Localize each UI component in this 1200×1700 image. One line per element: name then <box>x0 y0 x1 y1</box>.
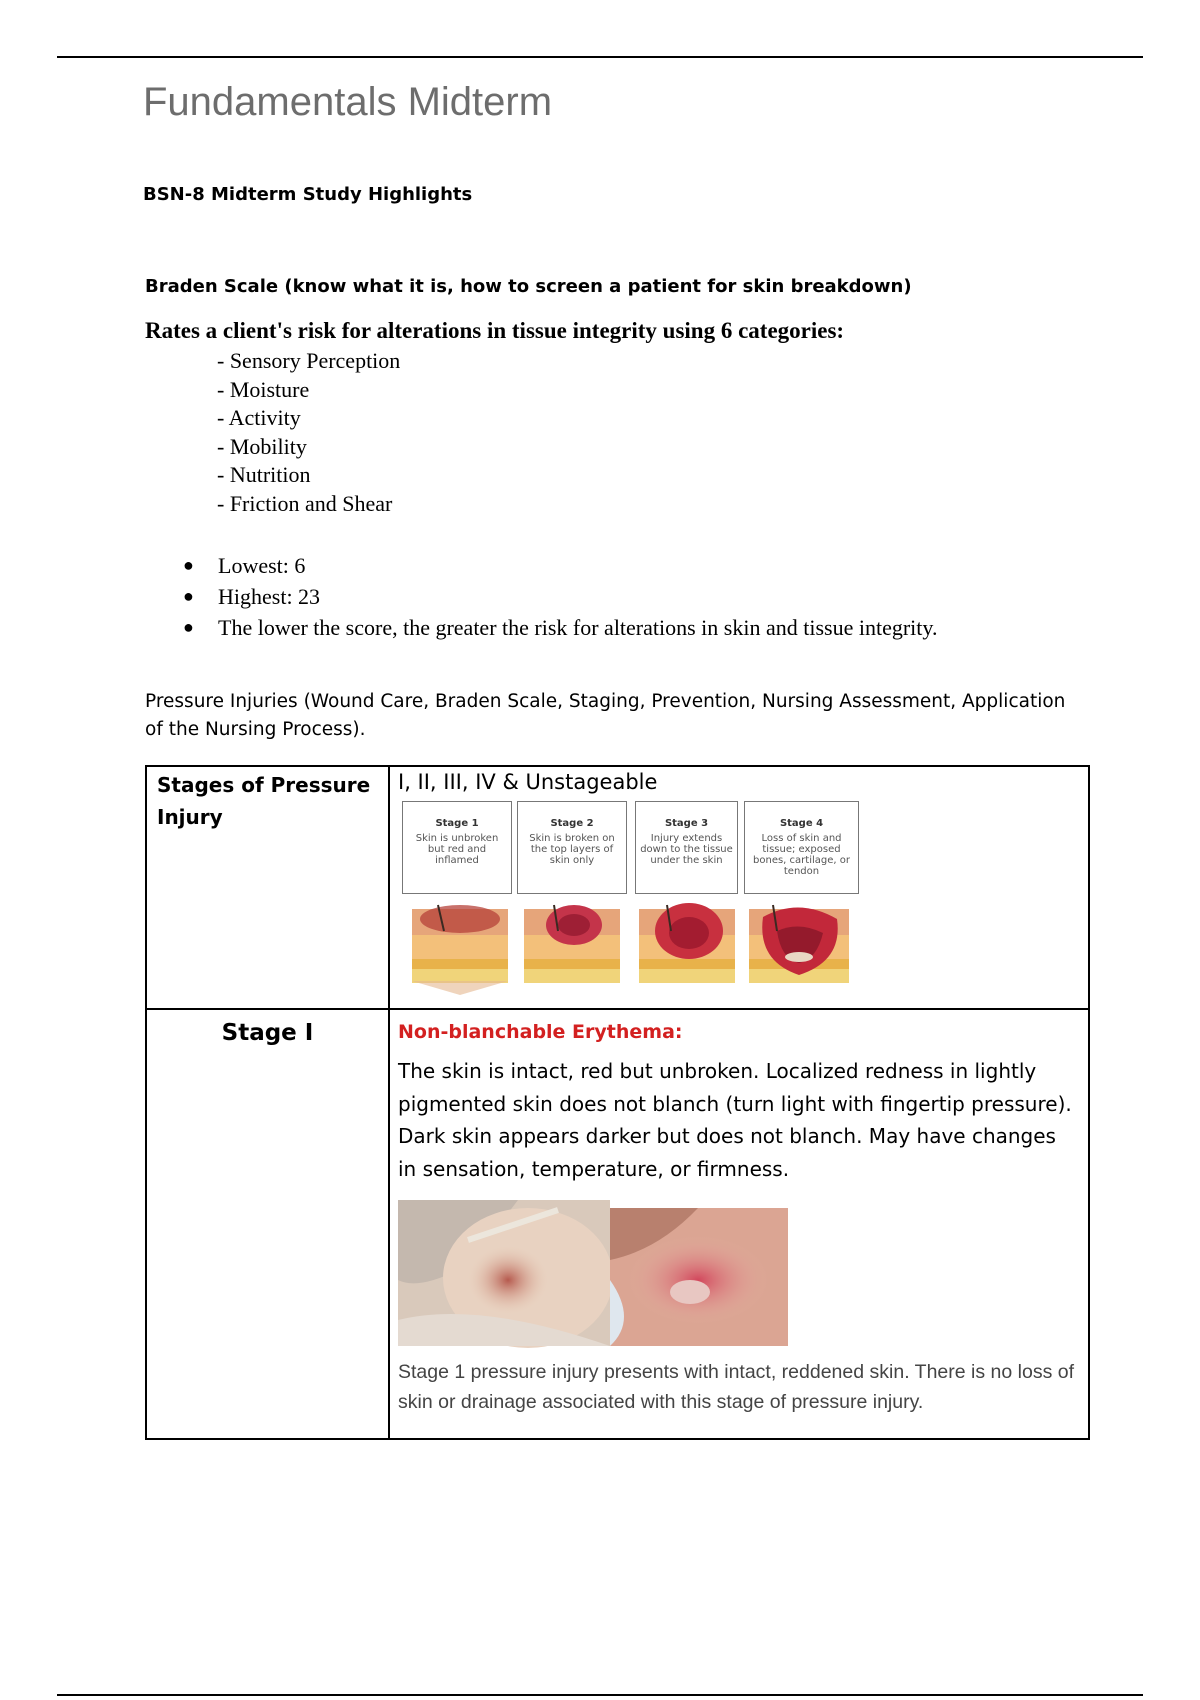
stages-label-cell: Stages of Pressure Injury <box>157 773 371 829</box>
bullet-icon: ● <box>183 617 194 637</box>
list-item: - Activity <box>217 405 301 430</box>
document-subtitle: BSN-8 Midterm Study Highlights <box>143 184 473 205</box>
braden-heading: Braden Scale (know what it is, how to screen a patient for skin breakdown) <box>145 276 912 297</box>
document-title: Fundamentals Midterm <box>143 80 553 124</box>
braden-score-list <box>183 550 937 643</box>
stage-card-label: Stage 1 <box>435 818 479 829</box>
stage-card-label: Stage 4 <box>779 818 824 829</box>
braden-category-list <box>217 347 400 518</box>
stage-card <box>402 801 512 894</box>
stage-diagram <box>402 801 862 1001</box>
bullet-icon: ● <box>183 555 194 575</box>
stages-table <box>145 765 1090 1440</box>
list-item <box>183 612 937 643</box>
score-lowest: Lowest: 6 <box>218 553 306 578</box>
list-item: - Nutrition <box>217 462 311 487</box>
stage-4-skin-illustration <box>747 901 852 996</box>
stage-card <box>635 801 738 894</box>
braden-intro: Rates a client's risk for alterations in tissue integrity using 6 categories: <box>145 318 845 343</box>
stage-1-photos <box>398 1200 788 1348</box>
table-column-divider <box>388 767 390 1438</box>
stage-card-label: Stage 2 <box>550 818 594 829</box>
score-note: The lower the score, the greater the risk for alterations in skin and tissue integrity. <box>218 615 938 640</box>
list-item <box>183 550 937 581</box>
stage-3-skin-illustration <box>637 901 737 996</box>
top-rule <box>57 56 1143 58</box>
stage-1-caption: Stage 1 pressure injury presents with intact, reddened skin. There is no loss of skin or drainage associated with this stage of pressure injury. <box>398 1361 1074 1413</box>
list-item: - Friction and Shear <box>217 490 393 516</box>
stage-card-desc: Loss of skin and tissue; exposed bones, cartilage, or tendon <box>753 833 850 877</box>
bullet-icon: ● <box>183 586 194 606</box>
pressure-injuries-heading: Pressure Injuries (Wound Care, Braden Scale, Staging, Prevention, Nursing Assessment, Application of the Nursing Process). <box>145 691 1066 740</box>
list-item: - Moisture <box>217 376 310 402</box>
list-item: - Mobility <box>217 433 307 459</box>
bottom-rule <box>57 1694 1143 1696</box>
list-item <box>183 581 937 612</box>
stage-card-label: Stage 3 <box>664 818 709 829</box>
stage-1-skin-illustration <box>410 901 510 996</box>
stage-2-skin-illustration <box>522 901 622 996</box>
stage-card-desc: Skin is broken on the top layers of skin only <box>529 833 615 866</box>
stages-list-text: I, II, III, IV & Unstageable <box>398 770 658 794</box>
stage-card-desc: Injury extends down to the tissue under the skin <box>640 833 733 866</box>
stage-card <box>744 801 859 894</box>
table-row-divider <box>147 1008 1088 1010</box>
list-item: - Sensory Perception <box>217 348 401 373</box>
stage-1-label: Stage I <box>221 1020 314 1046</box>
score-highest: Highest: 23 <box>218 584 321 609</box>
erythema-title: Non-blanchable Erythema: <box>398 1021 683 1043</box>
stage-card-desc: Skin is unbroken but red and inflamed <box>415 833 499 866</box>
stage-1-description: The skin is intact, red but unbroken. Localized redness in lightly pigmented skin does not blanch (turn light with fingertip pressure). Dark skin appears darker but does not blanch. May have changes in sensation, temperature, or firmness. <box>398 1059 1072 1181</box>
stage-card <box>517 801 627 894</box>
